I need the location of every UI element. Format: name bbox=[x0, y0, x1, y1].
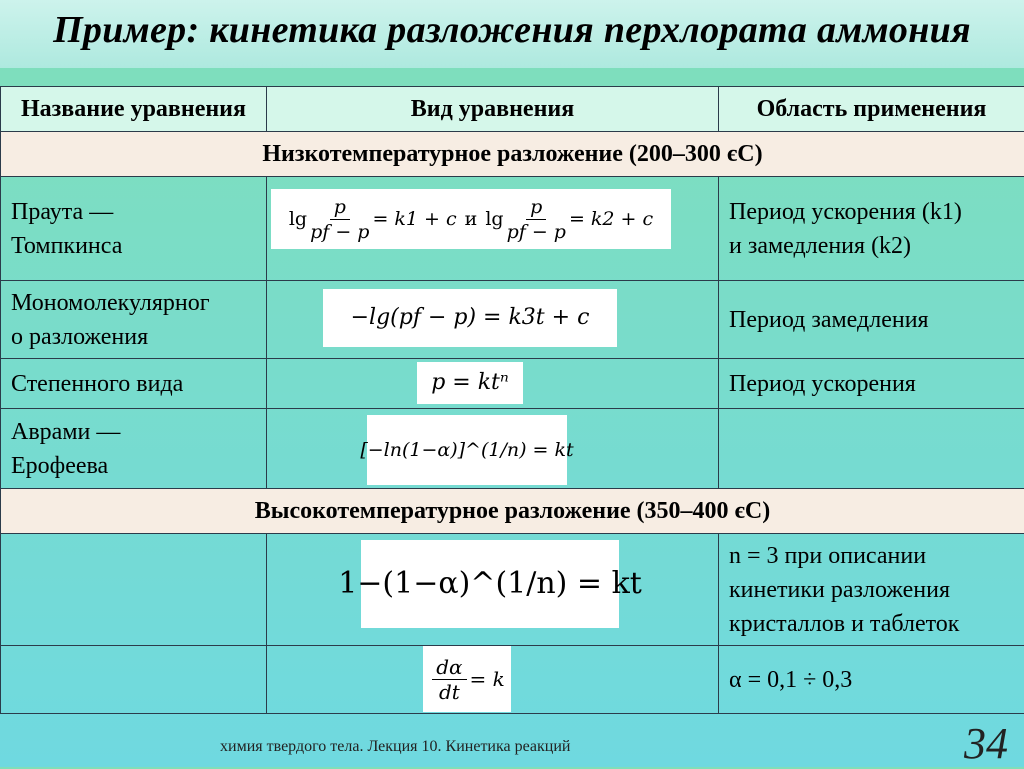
area-text: Период ускорения bbox=[729, 367, 1024, 401]
equation-cell bbox=[267, 281, 719, 359]
table-row bbox=[1, 409, 1024, 489]
equation-text: dα bbox=[432, 655, 466, 680]
area-cell bbox=[719, 646, 1024, 714]
row-name-cell bbox=[1, 646, 267, 714]
equation-text: lg bbox=[485, 202, 503, 236]
section-high-temp-label: Высокотемпературное разложение (350–400 єC) bbox=[1, 489, 1024, 534]
equation-cell bbox=[267, 177, 719, 281]
header-area: Область применения bbox=[719, 87, 1024, 132]
table-header-row bbox=[1, 87, 1024, 132]
table-row bbox=[1, 359, 1024, 409]
row-name: Аврами — bbox=[11, 415, 266, 449]
equation-cell bbox=[267, 409, 719, 489]
equation-text: = k bbox=[470, 662, 505, 696]
equation-fraction bbox=[432, 655, 466, 704]
equation-prout-tompkins bbox=[271, 189, 671, 249]
slide-title: Пример: кинетика разложения перхлората аммония bbox=[0, 8, 1024, 52]
equation-text: p bbox=[526, 195, 546, 220]
footer-text: химия твердого тела. Лекция 10. Кинетика реакций bbox=[220, 738, 570, 756]
area-cell bbox=[719, 534, 1024, 646]
equation-text: и bbox=[465, 202, 478, 236]
row-name: Степенного вида bbox=[11, 367, 266, 401]
area-text: Период ускорения (k1) bbox=[729, 195, 1024, 229]
section-low-temp-label: Низкотемпературное разложение (200–300 єC) bbox=[1, 132, 1024, 177]
area-cell bbox=[719, 409, 1024, 489]
row-name-cell bbox=[1, 359, 267, 409]
equation-power-law: p = ktⁿ bbox=[417, 362, 523, 404]
table-row bbox=[1, 646, 1024, 714]
row-name-cell bbox=[1, 281, 267, 359]
equation-monomolecular: −lg(pf − p) = k3t + c bbox=[323, 289, 617, 347]
area-text: и замедления (k2) bbox=[729, 229, 1024, 263]
table-row bbox=[1, 177, 1024, 281]
equation-text: pf − p bbox=[310, 220, 369, 244]
equation-cell bbox=[267, 534, 719, 646]
row-name-cell bbox=[1, 534, 267, 646]
section-high-temp bbox=[1, 489, 1024, 534]
row-name-cell bbox=[1, 177, 267, 281]
section-low-temp bbox=[1, 132, 1024, 177]
row-name: Ерофеева bbox=[11, 449, 266, 483]
equation-fraction bbox=[310, 195, 369, 244]
equation-cell bbox=[267, 359, 719, 409]
equation-fraction bbox=[507, 195, 566, 244]
area-text: кристаллов и таблеток bbox=[729, 607, 1024, 641]
equation-rate bbox=[423, 646, 511, 712]
equation-cell bbox=[267, 646, 719, 714]
table-row bbox=[1, 281, 1024, 359]
equation-avrami-erofeev: [−ln(1−α)]^(1/n) = kt bbox=[367, 415, 567, 485]
equation-text: = k1 + c bbox=[372, 202, 456, 236]
row-name: о разложения bbox=[11, 320, 266, 354]
equation-text: dt bbox=[439, 680, 460, 704]
equation-contracting-volume: 1−(1−α)^(1/n) = kt bbox=[361, 540, 619, 628]
table-row bbox=[1, 534, 1024, 646]
header-name: Название уравнения bbox=[1, 87, 267, 132]
equation-text: p bbox=[330, 195, 350, 220]
area-text: α = 0,1 ÷ 0,3 bbox=[729, 663, 1024, 697]
row-name-cell bbox=[1, 409, 267, 489]
equation-text: pf − p bbox=[507, 220, 566, 244]
row-name: Томпкинса bbox=[11, 229, 266, 263]
area-text: n = 3 при описании bbox=[729, 539, 1024, 573]
area-cell bbox=[719, 177, 1024, 281]
row-name: Мономолекулярног bbox=[11, 286, 266, 320]
equation-text: lg bbox=[289, 202, 307, 236]
area-cell bbox=[719, 359, 1024, 409]
kinetics-table bbox=[0, 86, 1024, 714]
page-number: 34 bbox=[964, 718, 1008, 769]
area-text: кинетики разложения bbox=[729, 573, 1024, 607]
equation-text: = k2 + c bbox=[569, 202, 653, 236]
header-equation: Вид уравнения bbox=[267, 87, 719, 132]
area-text: Период замедления bbox=[729, 303, 1024, 337]
area-cell bbox=[719, 281, 1024, 359]
row-name: Праута — bbox=[11, 195, 266, 229]
